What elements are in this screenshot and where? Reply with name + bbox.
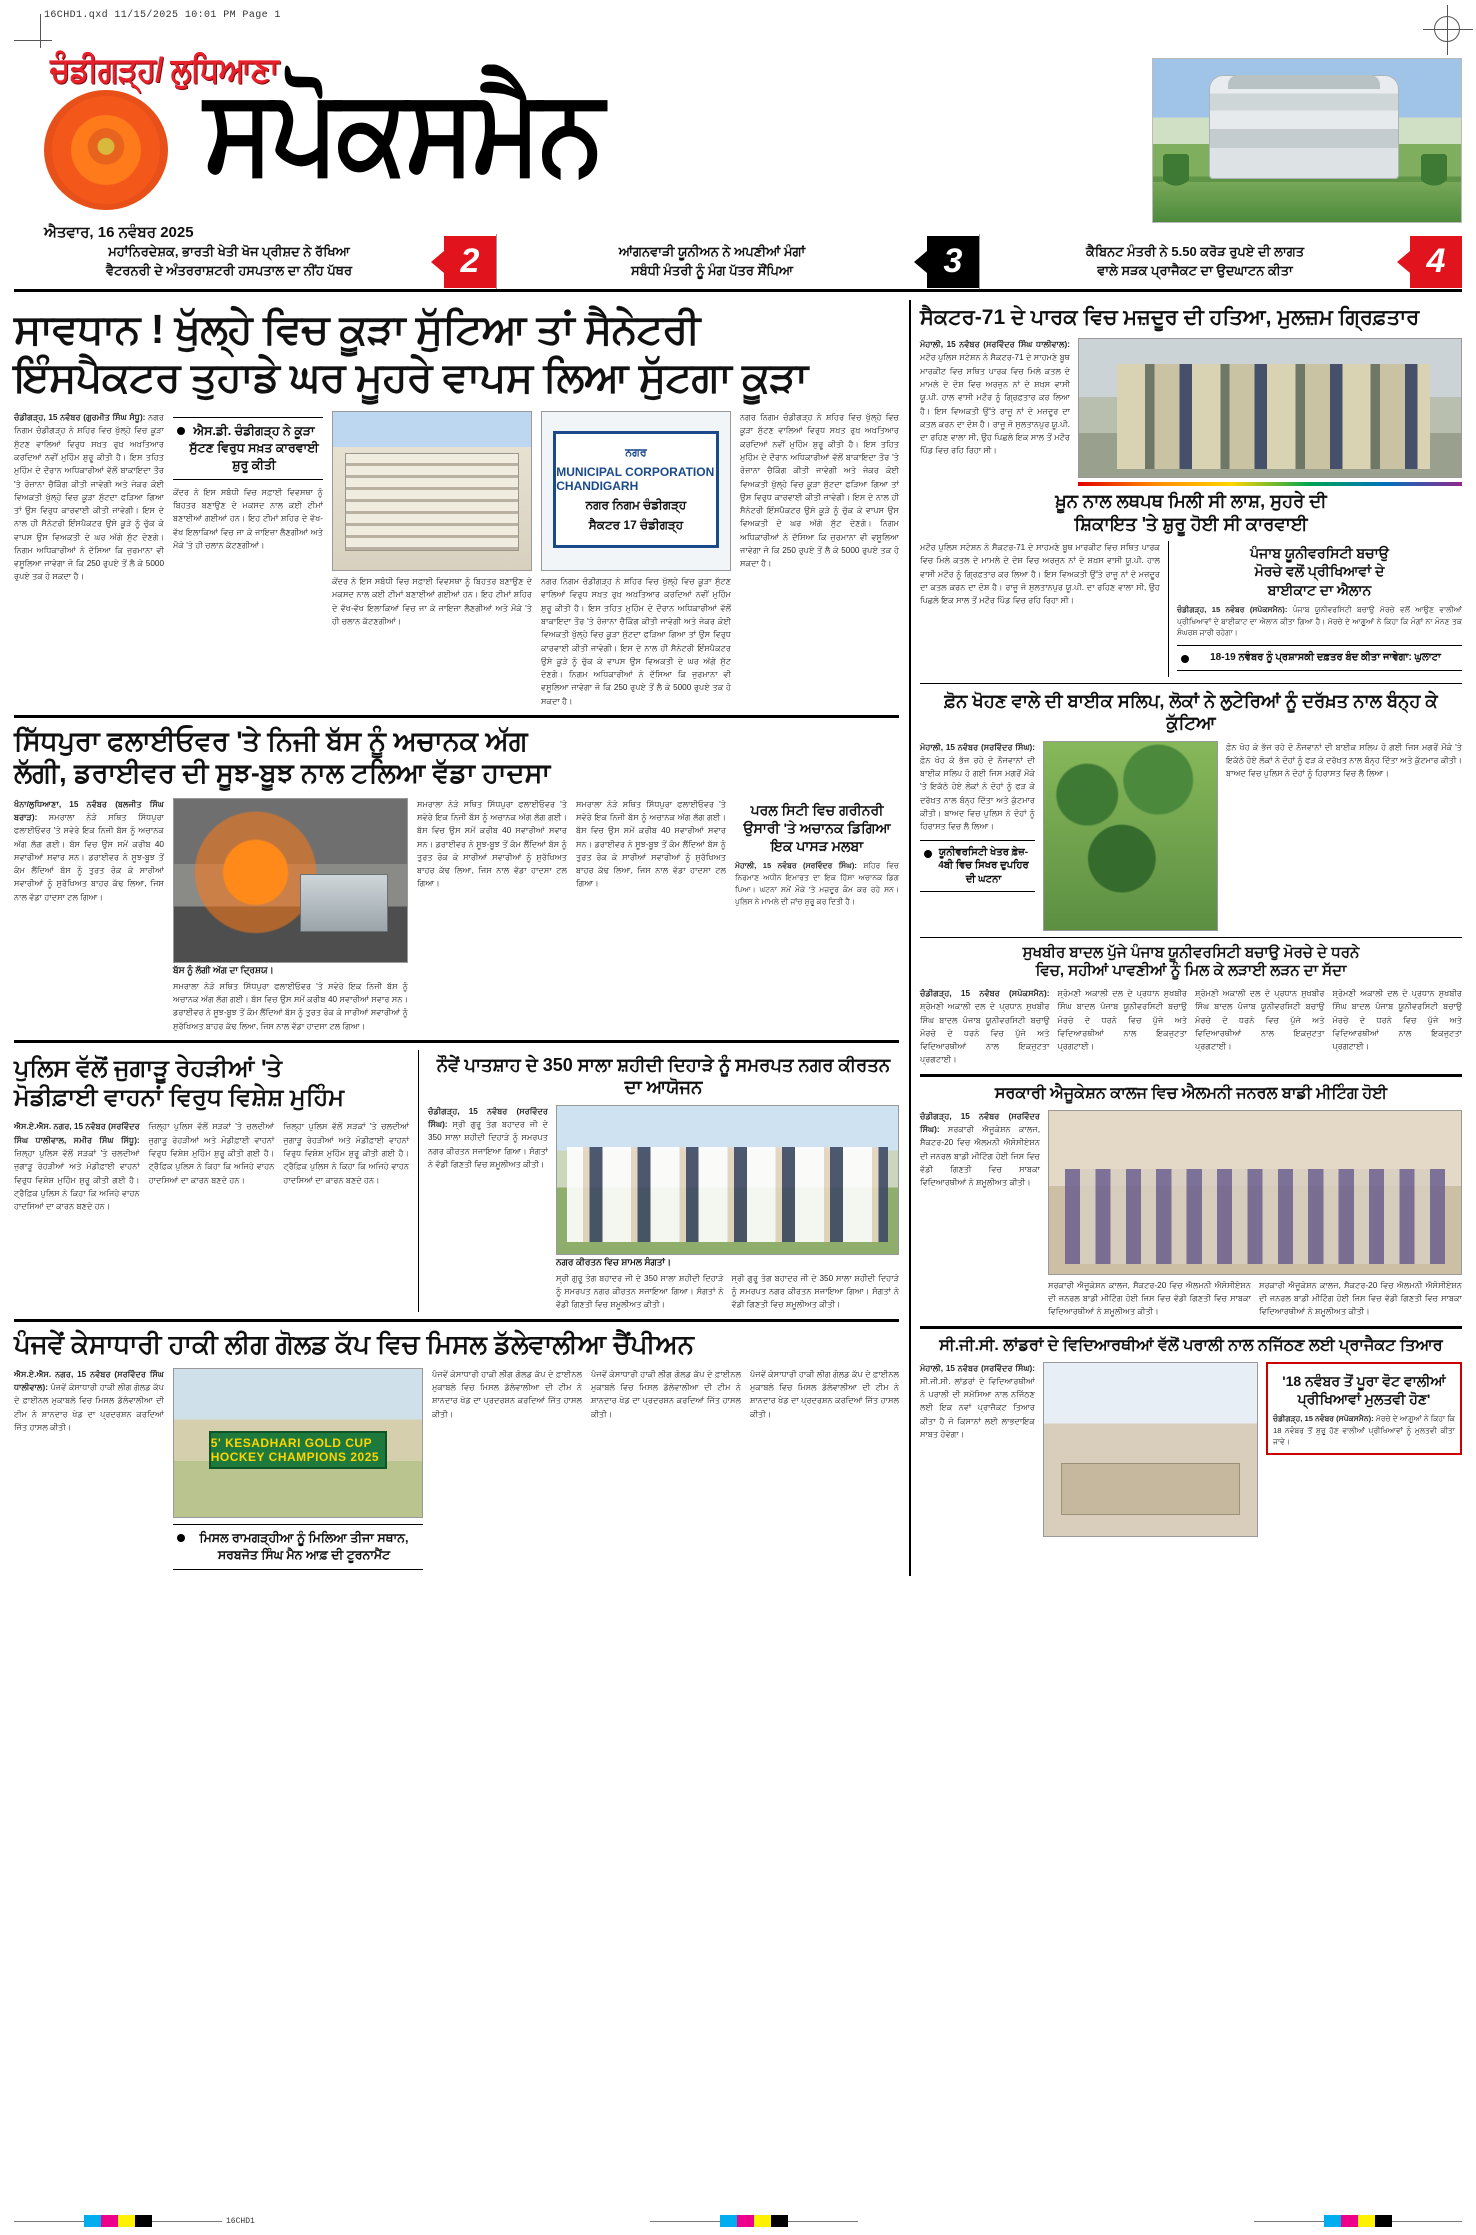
hockey-bullet-box: ਮਿਸਲ ਰਾਮਗੜ੍ਹੀਆ ਨੂੰ ਮਿਲਿਆ ਤੀਜਾ ਸਥਾਨ, ਸਰਬਜੋਤ ਸਿੰਘ ਮੈਨ ਆਫ਼ ਦੀ ਟੂਰਨਾਮੈਂਟ	[173, 1524, 423, 1570]
teaser-strip	[14, 234, 1462, 292]
cgc-text: ਸੀ.ਜੀ.ਸੀ. ਲਾਂਡਰਾਂ ਦੇ ਵਿਦਿਆਰਥੀਆਂ ਨੇ ਪਰਾਲੀ ਦੀ ਸਮੱਸਿਆ ਨਾਲ ਨਜਿੱਠਣ ਲਈ ਇਕ ਨਵਾਂ ਪ੍ਰਾਜੈਕਟ ਤਿਆਰ ਕੀਤਾ ਹੈ ਜੋ ਕਿਸਾਨਾਂ ਲਈ ਲਾਭਦਾਇਕ ਸਾਬਤ ਹੋਵੇਗਾ।	[920, 1376, 1035, 1439]
exam-box-line1: '18 ਨਵੰਬਰ ਤੋਂ ਪੂਰਾ ਵੋਟ ਵਾਲੀਆਂ	[1282, 1372, 1446, 1389]
nagar-kirtan-paragraph	[428, 1105, 548, 1171]
phone-dateline: ਮੋਹਾਲੀ, 15 ਨਵੰਬਰ (ਸਰਵਿੰਦਰ ਸਿੰਘ):	[920, 742, 1035, 752]
police-figures	[1117, 364, 1430, 469]
cgc-side-box	[1266, 1362, 1462, 1537]
color-accent-bar	[1078, 482, 1462, 486]
teaser-line1: ਮਹਾਂਨਿਰਦੇਸ਼ਕ, ਭਾਰਤੀ ਖੇਤੀ ਖੋਜ ਪ੍ਰੀਸ਼ਦ ਨੇ ਰੱਖਿਆ	[108, 243, 350, 259]
divider	[14, 1319, 899, 1322]
univ-dateline: ਚੰਡੀਗੜ੍ਹ, 15 ਨਵੰਬਰ (ਸਪੋਕਸਮੈਨ):	[1177, 604, 1288, 614]
divider	[14, 715, 899, 718]
right-column	[909, 300, 1462, 1576]
colorbar-magenta	[737, 2215, 754, 2227]
registration-line	[14, 2221, 84, 2222]
nk-text-b: ਸ੍ਰੀ ਗੁਰੂ ਤੇਗ ਬਹਾਦਰ ਜੀ ਦੇ 350 ਸਾਲਾ ਸ਼ਹੀਦੀ ਦਿਹਾੜੇ ਨੂੰ ਸਮਰਪਤ ਨਗਰ ਕੀਰਤਨ ਸਜਾਇਆ ਗਿਆ। ਸੰਗਤਾਂ ਨੇ ਵੱਡੀ ਗਿਣਤੀ ਵਿਚ ਸ਼ਮੂਲੀਅਤ ਕੀਤੀ।	[731, 1273, 899, 1310]
registration-line	[788, 2221, 858, 2222]
bus-fire-caption: ਬੱਸ ਨੂੰ ਲੱਗੀ ਅੱਗ ਦਾ ਦ੍ਰਿਸ਼ਯ।	[173, 964, 274, 975]
registration-line	[1392, 2221, 1462, 2222]
nagar-kirtan-photo	[556, 1105, 899, 1255]
teaser-text	[988, 243, 1410, 281]
phone-col-1	[920, 741, 1035, 931]
lead-headline-line2: ਇੰਸਪੈਕਟਰ ਤੁਹਾਡੇ ਘਰ ਮੂਹਰੇ ਵਾਪਸ ਲਿਆ ਸੁੱਟਗਾ ਕੂੜਾ	[14, 353, 808, 400]
pearl-city-dateline: ਮੋਹਾਲੀ, 15 ਨਵੰਬਰ (ਸਰਵਿੰਦਰ ਸਿੰਘ):	[735, 861, 857, 871]
hockey-photo-wrap	[173, 1368, 423, 1576]
hockey-text-5: ਪੰਜਵੇਂ ਕੇਸਾਧਾਰੀ ਹਾਕੀ ਲੀਗ ਗੋਲਡ ਕੱਪ ਦੇ ਫ਼ਾਈਨਲ ਮੁਕਾਬਲੇ ਵਿਚ ਮਿਸਲ ਡੱਲੇਵਾਲੀਆ ਦੀ ਟੀਮ ਨੇ ਸ਼ਾਨਦਾਰ ਖੇਡ ਦਾ ਪ੍ਰਦਰਸ਼ਨ ਕਰਦਿਆਂ ਜਿੱਤ ਹਾਸਲ ਕੀਤੀ।	[750, 1369, 899, 1419]
lead-dateline: ਚੰਡੀਗੜ੍ਹ, 15 ਨਵੰਬਰ (ਗੁਰਮੀਤ ਸਿੰਘ ਸੰਧੂ):	[14, 413, 146, 423]
teaser-page-number[interactable]: 2	[444, 236, 496, 288]
bus-fire-photo	[173, 798, 408, 963]
tree-icon	[1163, 154, 1189, 194]
college-text-2: ਸਰਕਾਰੀ ਐਜੂਕੇਸ਼ਨ ਕਾਲਜ, ਸੈਕਟਰ-20 ਵਿਚ ਐਲਮਨੀ ਐਸੋਸੀਏਸ਼ਨ ਦੀ ਜਨਰਲ ਬਾਡੀ ਮੀਟਿੰਗ ਹੋਈ ਜਿਸ ਵਿਚ ਵੱਡੀ ਗਿਣਤੀ ਵਿਚ ਸਾਬਕਾ ਵਿਦਿਆਰਥੀਆਂ ਨੇ ਸ਼ਮੂਲੀਅਤ ਕੀਤੀ।	[1048, 1280, 1251, 1317]
bus-fire-body	[14, 798, 899, 1033]
marigold-flower-icon	[44, 90, 168, 210]
teaser-line1: ਕੈਬਿਨਟ ਮੰਤਰੀ ਨੇ 5.50 ਕਰੋੜ ਰੁਪਏ ਦੀ ਲਾਗਤ	[1085, 243, 1305, 259]
phone-bullet-line3: ਦੁਪਹਿਰ ਦੀ ਘਟਨਾ	[965, 860, 1029, 885]
nagar-kirtan-headline: ਨੌਵੇਂ ਪਾਤਸ਼ਾਹ ਦੇ 350 ਸਾਲਾ ਸ਼ਹੀਦੀ ਦਿਹਾੜੇ ਨੂੰ ਸਮਰਪਤ ਨਗਰ ਕੀਰਤਨ ਦਾ ਆਯੋਜਨ	[436, 1054, 891, 1098]
hockey-body	[14, 1368, 899, 1576]
chancellor-paragraph	[920, 987, 1050, 1067]
masthead	[14, 28, 1462, 241]
chancellor-text-4: ਸ਼੍ਰੋਮਣੀ ਅਕਾਲੀ ਦਲ ਦੇ ਪ੍ਰਧਾਨ ਸੁਖਬੀਰ ਸਿੰਘ ਬਾਦਲ ਪੰਜਾਬ ਯੂਨੀਵਰਸਿਟੀ ਬਚਾਉ ਮੋਰਚੇ ਦੇ ਧਰਨੇ ਵਿਚ ਪੁੱਜੇ ਅਤੇ ਵਿਦਿਆਰਥੀਆਂ ਨਾਲ ਇਕਜੁਟਤਾ ਪ੍ਰਗਟਾਈ।	[1332, 989, 1462, 1052]
university-story	[1168, 541, 1462, 676]
bus-fire-paragraph	[14, 798, 164, 904]
teaser-item-4[interactable]	[979, 234, 1462, 289]
pearl-city-paragraph	[735, 860, 899, 907]
lead-story-body	[14, 411, 899, 708]
colorbar-black	[135, 2215, 152, 2227]
blood-line2: ਸ਼ਿਕਾਇਤ 'ਤੇ ਸ਼ੁਰੂ ਹੋਈ ਸੀ ਕਾਰਵਾਈ	[1074, 513, 1308, 534]
nagar-kirtan-body	[428, 1105, 899, 1312]
audience-seats	[1065, 1169, 1444, 1264]
sign-line-2: MUNICIPAL CORPORATION CHANDIGARH	[556, 464, 715, 493]
cgc-dateline: ਮੋਹਾਲੀ, 15 ਨਵੰਬਰ (ਸਰਵਿੰਦਰ ਸਿੰਘ):	[920, 1363, 1035, 1373]
divider	[920, 1326, 1462, 1329]
municipal-building-photo	[332, 411, 532, 571]
municipal-corporation-sign-photo	[541, 411, 731, 571]
divider	[14, 1040, 899, 1043]
murder-col-1	[920, 338, 1070, 486]
teaser-item-3[interactable]	[496, 234, 979, 289]
page-title: ਸਪੋਕਸਮੈਨ	[204, 67, 602, 197]
registration-line	[1254, 2221, 1324, 2222]
nagar-kirtan-col-1	[428, 1105, 548, 1312]
police-paragraph	[14, 1120, 140, 1213]
univ-line3: ਬਾਈਕਾਟ ਦਾ ਐਲਾਨ	[1267, 581, 1372, 598]
chancellor-line1: ਸੁਖਬੀਰ ਬਾਦਲ ਪੁੱਜੇ ਪੰਜਾਬ ਯੂਨੀਵਰਸਿਟੀ ਬਚਾਉ ਮੋਰਚੇ ਦੇ ਧਰਨੇ	[1022, 943, 1360, 961]
murder-text: ਮਟੌਰ ਪੁਲਿਸ ਸਟੇਸ਼ਨ ਨੇ ਸੈਕਟਰ-71 ਦੇ ਸਾਹਮਣੇ ਬੂਥ ਮਾਰਕੀਟ ਵਿਚ ਸਥਿਤ ਪਾਰਕ ਵਿਚ ਮਿਲੇ ਕਤਲ ਦੇ ਮਾਮਲੇ ਦੇ ਦੋਸ਼ ਵਿਚ ਅਰਜੁਨ ਨਾਂ ਦੇ ਸ਼ਖ਼ਸ ਵਾਸੀ ਯੂ.ਪੀ. ਹਾਲ ਵਾਸੀ ਮਟੌਰ ਨੂੰ ਗ੍ਰਿਫ਼ਤਾਰ ਕਰ ਲਿਆ ਹੈ। ਇਸ ਵਿਅਕਤੀ ਉੱਤੇ ਰਾਜੂ ਨਾਂ ਦੇ ਮਜ਼ਦੂਰ ਦਾ ਕਤਲ ਕਰਨ ਦਾ ਦੋਸ਼ ਹੈ। ਰਾਜੂ ਜੋ ਸੁਲਤਾਨਪੁਰ ਯੂ.ਪੀ. ਦਾ ਰਹਿਣ ਵਾਲਾ ਸੀ, ਉਹ ਪਿਛਲੇ ਇਕ ਸਾਲ ਤੋਂ ਮਟੌਰ ਪਿੰਡ ਵਿਚ ਰਹਿ ਰਿਹਾ ਸੀ।	[920, 353, 1070, 456]
registration-line	[650, 2221, 720, 2222]
pearl-city-text: ਸ਼ਹਿਰ ਵਿਚ ਨਿਰਮਾਣ ਅਧੀਨ ਇਮਾਰਤ ਦਾ ਇਕ ਹਿੱਸਾ ਅਚਾਨਕ ਡਿਗ ਪਿਆ। ਘਟਨਾ ਸਮੇਂ ਮੌਕੇ 'ਤੇ ਮਜ਼ਦੂਰ ਕੰਮ ਕਰ ਰਹੇ ਸਨ। ਪੁਲਿਸ ਨੇ ਮਾਮਲੇ ਦੀ ਜਾਂਚ ਸ਼ੁਰੂ ਕਰ ਦਿਤੀ ਹੈ।	[735, 861, 899, 906]
colorbar-yellow	[118, 2215, 135, 2227]
hockey-col-3	[432, 1368, 582, 1576]
phone-bullet-line2: 4ਬੀ ਵਿਚ ਸਿਖਰ	[938, 860, 998, 872]
pearl-city-line3: ਇਕ ਪਾਸੜ ਮਲਬਾ	[770, 838, 864, 855]
phone-text: ਫ਼ੋਨ ਖੋਹ ਕੇ ਭੱਜ ਰਹੇ ਦੋ ਨੌਜਵਾਨਾਂ ਦੀ ਬਾਈਕ ਸਲਿਪ ਹੋ ਗਈ ਜਿਸ ਮਗਰੋਂ ਮੌਕੇ 'ਤੇ ਇਕੱਠੇ ਹੋਏ ਲੋਕਾਂ ਨੇ ਦੋਹਾਂ ਨੂੰ ਫੜ ਕੇ ਦਰੱਖ਼ਤ ਨਾਲ ਬੰਨ੍ਹ ਦਿੱਤਾ ਅਤੇ ਕੁੱਟਮਾਰ ਕੀਤੀ। ਬਾਅਦ ਵਿਚ ਪੁਲਿਸ ਨੇ ਦੋਹਾਂ ਨੂੰ ਹਿਰਾਸਤ ਵਿਚ ਲੈ ਲਿਆ।	[920, 755, 1035, 832]
bus-fire-col-4	[576, 798, 726, 1033]
teaser-text	[505, 243, 927, 281]
hockey-col-4	[591, 1368, 741, 1576]
hockey-col-5	[750, 1368, 899, 1576]
college-text-3: ਸਰਕਾਰੀ ਐਜੂਕੇਸ਼ਨ ਕਾਲਜ, ਸੈਕਟਰ-20 ਵਿਚ ਐਲਮਨੀ ਐਸੋਸੀਏਸ਼ਨ ਦੀ ਜਨਰਲ ਬਾਡੀ ਮੀਟਿੰਗ ਹੋਈ ਜਿਸ ਵਿਚ ਵੱਡੀ ਗਿਣਤੀ ਵਿਚ ਸਾਬਕਾ ਵਿਦਿਆਰਥੀਆਂ ਨੇ ਸ਼ਮੂਲੀਅਤ ਕੀਤੀ।	[1259, 1280, 1462, 1317]
lead-body-4: ਨਗਰ ਨਿਗਮ ਚੰਡੀਗੜ੍ਹ ਨੇ ਸ਼ਹਿਰ ਵਿਚ ਖੁੱਲ੍ਹੇ ਵਿਚ ਕੂੜਾ ਸੁੱਟਣ ਵਾਲਿਆਂ ਵਿਰੁਧ ਸਖ਼ਤ ਰੁਖ਼ ਅਖ਼ਤਿਆਰ ਕਰਦਿਆਂ ਨਵੀਂ ਮੁਹਿੰਮ ਸ਼ੁਰੂ ਕੀਤੀ ਹੈ। ਇਸ ਤਹਿਤ ਮੁਹਿੰਮ ਦੇ ਦੌਰਾਨ ਅਧਿਕਾਰੀਆਂ ਵੱਲੋਂ ਬਾਕਾਇਦਾ ਤੌਰ 'ਤੇ ਰੋਜ਼ਾਨਾ ਚੈਕਿੰਗ ਕੀਤੀ ਜਾਵੇਗੀ ਅਤੇ ਜੇਕਰ ਕੋਈ ਵਿਅਕਤੀ ਖੁੱਲ੍ਹੇ ਵਿਚ ਕੂੜਾ ਸੁੱਟਦਾ ਫੜਿਆ ਗਿਆ ਤਾਂ ਉਸ ਵਿਰੁਧ ਕਾਰਵਾਈ ਕੀਤੀ ਜਾਵੇਗੀ। ਇਸ ਦੇ ਨਾਲ ਹੀ ਸੈਨੇਟਰੀ ਇੰਸਪੈਕਟਰ ਉਸੇ ਕੂੜੇ ਨੂੰ ਚੁੱਕ ਕੇ ਵਾਪਸ ਉਸ ਵਿਅਕਤੀ ਦੇ ਘਰ ਅੱਗੇ ਸੁੱਟ ਦੇਣਗੇ। ਨਿਗਮ ਅਧਿਕਾਰੀਆਂ ਨੇ ਦੱਸਿਆ ਕਿ ਜੁਰਮਾਨਾ ਵੀ ਵਸੂਲਿਆ ਜਾਵੇਗਾ ਜੋ ਕਿ 250 ਰੁਪਏ ਤੋਂ ਲੈ ਕੇ 5000 ਰੁਪਏ ਤਕ ਹੋ ਸਕਦਾ ਹੈ।	[541, 577, 731, 706]
bus-fire-headline-line2: ਲੱਗੀ, ਡਰਾਈਵਰ ਦੀ ਸੂਝ-ਬੂਝ ਨਾਲ ਟਲਿਆ ਵੱਡਾ ਹਾਦਸਾ	[14, 758, 551, 789]
police-campaign-headline	[14, 1055, 409, 1113]
college-dateline: ਚੰਡੀਗੜ੍ਹ, 15 ਨਵੰਬਰ (ਸਰਵਿੰਦਰ ਸਿੰਘ):	[920, 1111, 1040, 1135]
color-calibration-bars	[14, 2215, 1462, 2227]
lead-paragraph-1	[14, 411, 164, 584]
college-paragraph	[920, 1110, 1040, 1190]
phone-paragraph	[920, 741, 1035, 834]
blood-headline	[920, 490, 1462, 535]
police-col-3	[283, 1120, 409, 1213]
hockey-text: ਪੰਜਵੇਂ ਕੇਸਾਧਾਰੀ ਹਾਕੀ ਲੀਗ ਗੋਲਡ ਕੱਪ ਦੇ ਫ਼ਾਈਨਲ ਮੁਕਾਬਲੇ ਵਿਚ ਮਿਸਲ ਡੱਲੇਵਾਲੀਆ ਦੀ ਟੀਮ ਨੇ ਸ਼ਾਨਦਾਰ ਖੇਡ ਦਾ ਪ੍ਰਦਰਸ਼ਨ ਕਰਦਿਆਂ ਜਿੱਤ ਹਾਸਲ ਕੀਤੀ।	[14, 1383, 164, 1432]
bus-fire-dateline: ਖੰਨਾ/ਲੁਧਿਆਣਾ, 15 ਨਵੰਬਰ (ਬਲਜੀਤ ਸਿੰਘ ਬਰਾੜ):	[14, 799, 164, 822]
police-text: ਜ਼ਿਲ੍ਹਾ ਪੁਲਿਸ ਵੱਲੋਂ ਸੜਕਾਂ 'ਤੇ ਚਲਦੀਆਂ ਜੁਗਾੜੂ ਰੇਹੜੀਆਂ ਅਤੇ ਮੋਡੀਫ਼ਾਈ ਵਾਹਨਾਂ ਵਿਰੁਧ ਵਿਸ਼ੇਸ਼ ਮੁਹਿੰਮ ਸ਼ੁਰੂ ਕੀਤੀ ਗਈ ਹੈ। ਟ੍ਰੈਫ਼ਿਕ ਪੁਲਿਸ ਨੇ ਕਿਹਾ ਕਿ ਅਜਿਹੇ ਵਾਹਨ ਹਾਦਸਿਆਂ ਦਾ ਕਾਰਨ ਬਣਦੇ ਹਨ।	[14, 1148, 140, 1212]
divider	[920, 1074, 1462, 1077]
bus-shape	[300, 874, 389, 933]
lead-body-1: ਨਗਰ ਨਿਗਮ ਚੰਡੀਗੜ੍ਹ ਨੇ ਸ਼ਹਿਰ ਵਿਚ ਖੁੱਲ੍ਹੇ ਵਿਚ ਕੂੜਾ ਸੁੱਟਣ ਵਾਲਿਆਂ ਵਿਰੁਧ ਸਖ਼ਤ ਰੁਖ਼ ਅਖ਼ਤਿਆਰ ਕਰਦਿਆਂ ਨਵੀਂ ਮੁਹਿੰਮ ਸ਼ੁਰੂ ਕੀਤੀ ਹੈ। ਇਸ ਤਹਿਤ ਮੁਹਿੰਮ ਦੇ ਦੌਰਾਨ ਅਧਿਕਾਰੀਆਂ ਵੱਲੋਂ ਬਾਕਾਇਦਾ ਤੌਰ 'ਤੇ ਰੋਜ਼ਾਨਾ ਚੈਕਿੰਗ ਕੀਤੀ ਜਾਵੇਗੀ ਅਤੇ ਜੇਕਰ ਕੋਈ ਵਿਅਕਤੀ ਖੁੱਲ੍ਹੇ ਵਿਚ ਕੂੜਾ ਸੁੱਟਦਾ ਫੜਿਆ ਗਿਆ ਤਾਂ ਉਸ ਵਿਰੁਧ ਕਾਰਵਾਈ ਕੀਤੀ ਜਾਵੇਗੀ। ਇਸ ਦੇ ਨਾਲ ਹੀ ਸੈਨੇਟਰੀ ਇੰਸਪੈਕਟਰ ਉਸੇ ਕੂੜੇ ਨੂੰ ਚੁੱਕ ਕੇ ਵਾਪਸ ਉਸ ਵਿਅਕਤੀ ਦੇ ਘਰ ਅੱਗੇ ਸੁੱਟ ਦੇਣਗੇ। ਨਿਗਮ ਅਧਿਕਾਰੀਆਂ ਨੇ ਦੱਸਿਆ ਕਿ ਜੁਰਮਾਨਾ ਵੀ ਵਸੂਲਿਆ ਜਾਵੇਗਾ ਜੋ ਕਿ 250 ਰੁਪਏ ਤੋਂ ਲੈ ਕੇ 5000 ਰੁਪਏ ਤਕ ਹੋ ਸਕਦਾ ਹੈ।	[14, 413, 164, 582]
university-paragraph	[1177, 604, 1462, 639]
college-headline: ਸਰਕਾਰੀ ਐਜੂਕੇਸ਼ਨ ਕਾਲਜ ਵਿਚ ਐਲਮਨੀ ਜਨਰਲ ਬਾਡੀ ਮੀਟਿੰਗ ਹੋਈ	[994, 1084, 1388, 1102]
hockey-dateline: ਐਸ.ਏ.ਐਸ. ਨਗਰ, 15 ਨਵੰਬਰ (ਸਰਵਿੰਦਰ ਸਿੰਘ ਧਾਲੀਵਾਲ):	[14, 1369, 164, 1393]
univ-line2: ਮੋਰਚੇ ਵਲੋਂ ਪ੍ਰੀਖਿਆਵਾਂ ਦੇ	[1254, 563, 1385, 580]
hockey-headline: ਪੰਜਵੇਂ ਕੇਸਾਧਾਰੀ ਹਾਕੀ ਲੀਗ ਗੋਲਡ ਕੱਪ ਵਿਚ ਮਿਸਲ ਡੱਲੇਵਾਲੀਆ ਚੈਂਪੀਅਨ	[14, 1328, 694, 1359]
bus-fire-text-4: ਸਮਰਾਲਾ ਨੇੜੇ ਸਥਿਤ ਸਿੱਧਪੁਰਾ ਫਲਾਈਓਵਰ 'ਤੇ ਸਵੇਰੇ ਇਕ ਨਿਜੀ ਬੱਸ ਨੂੰ ਅਚਾਨਕ ਅੱਗ ਲੱਗ ਗਈ। ਬੱਸ ਵਿਚ ਉਸ ਸਮੇਂ ਕਰੀਬ 40 ਸਵਾਰੀਆਂ ਸਵਾਰ ਸਨ। ਡਰਾਈਵਰ ਨੇ ਸੂਝ-ਬੂਝ ਤੋਂ ਕੰਮ ਲੈਂਦਿਆਂ ਬੱਸ ਨੂੰ ਤੁਰਤ ਰੋਕ ਕੇ ਸਾਰੀਆਂ ਸਵਾਰੀਆਂ ਨੂੰ ਸੁਰੱਖਿਅਤ ਬਾਹਰ ਕੱਢ ਲਿਆ, ਜਿਸ ਨਾਲ ਵੱਡਾ ਹਾਦਸਾ ਟਲ ਗਿਆ।	[576, 799, 726, 889]
colorbar-yellow	[754, 2215, 771, 2227]
bus-fire-text-2: ਸਮਰਾਲਾ ਨੇੜੇ ਸਥਿਤ ਸਿੱਧਪੁਰਾ ਫਲਾਈਓਵਰ 'ਤੇ ਸਵੇਰੇ ਇਕ ਨਿਜੀ ਬੱਸ ਨੂੰ ਅਚਾਨਕ ਅੱਗ ਲੱਗ ਗਈ। ਬੱਸ ਵਿਚ ਉਸ ਸਮੇਂ ਕਰੀਬ 40 ਸਵਾਰੀਆਂ ਸਵਾਰ ਸਨ। ਡਰਾਈਵਰ ਨੇ ਸੂਝ-ਬੂਝ ਤੋਂ ਕੰਮ ਲੈਂਦਿਆਂ ਬੱਸ ਨੂੰ ਤੁਰਤ ਰੋਕ ਕੇ ਸਾਰੀਆਂ ਸਵਾਰੀਆਂ ਨੂੰ ਸੁਰੱਖਿਅਤ ਬਾਹਰ ਕੱਢ ਲਿਆ, ਜਿਸ ਨਾਲ ਵੱਡਾ ਹਾਦਸਾ ਟਲ ਗਿਆ।	[173, 981, 408, 1031]
nagar-kirtan-photo-wrap	[556, 1105, 899, 1312]
blood-and-university	[920, 541, 1462, 676]
teaser-item-2[interactable]	[14, 234, 496, 289]
college-col-1	[920, 1110, 1040, 1319]
police-dateline: ਐਸ.ਏ.ਐਸ. ਨਗਰ, 15 ਨਵੰਬਰ (ਸਰਵਿੰਦਰ ਸਿੰਘ ਧਾਲੀਵਾਲ, ਸਮੀਰ ਸਿੰਘ ਸਿੱਧੂ):	[14, 1122, 140, 1145]
chancellor-text-3: ਸ਼੍ਰੋਮਣੀ ਅਕਾਲੀ ਦਲ ਦੇ ਪ੍ਰਧਾਨ ਸੁਖਬੀਰ ਸਿੰਘ ਬਾਦਲ ਪੰਜਾਬ ਯੂਨੀਵਰਸਿਟੀ ਬਚਾਉ ਮੋਰਚੇ ਦੇ ਧਰਨੇ ਵਿਚ ਪੁੱਜੇ ਅਤੇ ਵਿਦਿਆਰਥੀਆਂ ਨਾਲ ਇਕਜੁਟਤਾ ਪ੍ਰਗਟਾਈ।	[1195, 989, 1325, 1052]
sign-line-1: ਨਗਰ	[625, 446, 647, 459]
hero-building-photo	[1152, 58, 1462, 223]
teaser-line1: ਆਂਗਨਵਾੜੀ ਯੂਨੀਅਨ ਨੇ ਅਪਣੀਆਂ ਮੰਗਾਂ	[618, 243, 806, 259]
cgc-project-photo	[1043, 1362, 1258, 1537]
sign-plate	[553, 431, 718, 548]
college-body	[920, 1110, 1462, 1319]
nagar-kirtan-cols	[556, 1272, 899, 1312]
nagar-kirtan-caption: ਨਗਰ ਕੀਰਤਨ ਵਿਚ ਸ਼ਾਮਲ ਸੰਗਤਾਂ।	[556, 1256, 672, 1267]
teaser-page-number[interactable]: 3	[927, 236, 979, 288]
colorbar-cyan	[720, 2215, 737, 2227]
colorbar-group-left	[14, 2215, 255, 2227]
lead-bullet-box: ਐਸ.ਡੀ. ਚੰਡੀਗੜ੍ਹ ਨੇ ਕੂੜਾ ਸੁੱਟਣ ਵਿਰੁਧ ਸਖ਼ਤ ਕਾਰਵਾਈ ਸ਼ੁਰੂ ਕੀਤੀ	[173, 417, 323, 480]
building-floors	[345, 453, 519, 551]
colorbar-cyan	[84, 2215, 101, 2227]
main-content	[14, 300, 1462, 1576]
police-col-1	[14, 1120, 140, 1213]
blood-col	[920, 541, 1160, 676]
tree-icon	[1421, 154, 1447, 194]
cgc-headline: ਸੀ.ਜੀ.ਸੀ. ਲਾਂਡਰਾਂ ਦੇ ਵਿਦਿਆਰਥੀਆਂ ਵੱਲੋਂ ਪਰਾਲੀ ਨਾਲ ਨਜਿੱਠਣ ਲਈ ਪ੍ਰਾਜੈਕਟ ਤਿਆਰ	[939, 1336, 1443, 1354]
registration-line	[152, 2221, 222, 2222]
police-line1: ਪੁਲਿਸ ਵੱਲੋਂ ਜੁਗਾੜੂ ਰੇਹੜੀਆਂ 'ਤੇ	[14, 1054, 283, 1082]
nk-text-a: ਸ੍ਰੀ ਗੁਰੂ ਤੇਗ ਬਹਾਦਰ ਜੀ ਦੇ 350 ਸਾਲਾ ਸ਼ਹੀਦੀ ਦਿਹਾੜੇ ਨੂੰ ਸਮਰਪਤ ਨਗਰ ਕੀਰਤਨ ਸਜਾਇਆ ਗਿਆ। ਸੰਗਤਾਂ ਨੇ ਵੱਡੀ ਗਿਣਤੀ ਵਿਚ ਸ਼ਮੂਲੀਅਤ ਕੀਤੀ।	[556, 1273, 724, 1310]
murder-dateline: ਮੋਹਾਲੀ, 15 ਨਵੰਬਰ (ਸਰਵਿੰਦਰ ਸਿੰਘ ਧਾਲੀਵਾਲ):	[920, 340, 1070, 350]
exam-box-paragraph	[1273, 1413, 1455, 1448]
bus-fire-col-3	[417, 798, 567, 1033]
cgc-col-1	[920, 1362, 1035, 1537]
display-table	[1061, 1463, 1240, 1515]
colorbar-group-center	[650, 2215, 858, 2227]
tree-leaves	[1044, 742, 1217, 930]
phone-photo-wrap	[1043, 741, 1218, 931]
hockey-team-photo	[173, 1368, 423, 1518]
cgc-body	[920, 1362, 1462, 1537]
phone-headline: ਫ਼ੋਨ ਖੋਹਣ ਵਾਲੇ ਦੀ ਬਾਈਕ ਸਲਿਪ, ਲੋਕਾਂ ਨੇ ਲੁਟੇਰਿਆਂ ਨੂੰ ਦਰੱਖ਼ਤ ਨਾਲ ਬੰਨ੍ਹ ਕੇ ਕੁੱਟਿਆ	[944, 690, 1438, 734]
colorbar-group-right	[1254, 2215, 1462, 2227]
edition-label: ਚੰਡੀਗੜ੍ਹ/ ਲੁਧਿਆਣਾ	[50, 51, 279, 90]
mid-section	[14, 1050, 899, 1312]
chancellor-line2: ਵਿਚ, ਸਹੀਆਂ ਪਾਵਣੀਆਂ ਨੂੰ ਮਿਲ ਕੇ ਲੜਾਈ ਲੜਨ ਦਾ ਸੱਦਾ	[1035, 962, 1347, 980]
lawn	[1153, 182, 1461, 222]
nagar-kirtan-story	[418, 1050, 899, 1312]
lead-headline	[14, 306, 899, 401]
univ-text: ਪੰਜਾਬ ਯੂਨੀਵਰਸਿਟੀ ਬਚਾਉ ਮੋਰਚੇ ਵਲੋਂ ਆਉਣ ਵਾਲੀਆਂ ਪ੍ਰੀਖਿਆਵਾਂ ਦੇ ਬਾਈਕਾਟ ਦਾ ਐਲਾਨ ਕੀਤਾ ਗਿਆ ਹੈ। ਮੋਰਚੇ ਦੇ ਆਗੂਆਂ ਨੇ ਕਿਹਾ ਕਿ ਮੰਗਾਂ ਨਾ ਮੰਨਣ ਤਕ ਸੰਘਰਸ਼ ਜਾਰੀ ਰਹੇਗਾ।	[1177, 604, 1462, 638]
hockey-text-3: ਪੰਜਵੇਂ ਕੇਸਾਧਾਰੀ ਹਾਕੀ ਲੀਗ ਗੋਲਡ ਕੱਪ ਦੇ ਫ਼ਾਈਨਲ ਮੁਕਾਬਲੇ ਵਿਚ ਮਿਸਲ ਡੱਲੇਵਾਲੀਆ ਦੀ ਟੀਮ ਨੇ ਸ਼ਾਨਦਾਰ ਖੇਡ ਦਾ ਪ੍ਰਦਰਸ਼ਨ ਕਰਦਿਆਂ ਜਿੱਤ ਹਾਸਲ ਕੀਤੀ।	[432, 1369, 582, 1419]
lead-body-3: ਕੇਂਦਰ ਨੇ ਇਸ ਸਬੰਧੀ ਵਿਚ ਸਫ਼ਾਈ ਵਿਵਸਥਾ ਨੂੰ ਬਿਹਤਰ ਬਣਾਉਣ ਦੇ ਮਕਸਦ ਨਾਲ ਕਈ ਟੀਮਾਂ ਬਣਾਈਆਂ ਗਈਆਂ ਹਨ। ਇਹ ਟੀਮਾਂ ਸ਼ਹਿਰ ਦੇ ਵੱਖ-ਵੱਖ ਇਲਾਕਿਆਂ ਵਿਚ ਜਾ ਕੇ ਜਾਇਜ਼ਾ ਲੈਣਗੀਆਂ ਅਤੇ ਮੌਕੇ 'ਤੇ ਹੀ ਚਲਾਨ ਕੱਟਣਗੀਆਂ।	[332, 577, 532, 626]
college-text: ਸਰਕਾਰੀ ਐਜੂਕੇਸ਼ਨ ਕਾਲਜ, ਸੈਕਟਰ-20 ਵਿਚ ਐਲਮਨੀ ਐਸੋਸੀਏਸ਼ਨ ਦੀ ਜਨਰਲ ਬਾਡੀ ਮੀਟਿੰਗ ਹੋਈ ਜਿਸ ਵਿਚ ਵੱਡੀ ਗਿਣਤੀ ਵਿਚ ਸਾਬਕਾ ਵਿਦਿਆਰਥੀਆਂ ਨੇ ਸ਼ਮੂਲੀਅਤ ਕੀਤੀ।	[920, 1125, 1040, 1188]
alumni-meeting-photo	[1048, 1110, 1462, 1275]
police-text-3: ਜ਼ਿਲ੍ਹਾ ਪੁਲਿਸ ਵੱਲੋਂ ਸੜਕਾਂ 'ਤੇ ਚਲਦੀਆਂ ਜੁਗਾੜੂ ਰੇਹੜੀਆਂ ਅਤੇ ਮੋਡੀਫ਼ਾਈ ਵਾਹਨਾਂ ਵਿਰੁਧ ਵਿਸ਼ੇਸ਼ ਮੁਹਿੰਮ ਸ਼ੁਰੂ ਕੀਤੀ ਗਈ ਹੈ। ਟ੍ਰੈਫ਼ਿਕ ਪੁਲਿਸ ਨੇ ਕਿਹਾ ਕਿ ਅਜਿਹੇ ਵਾਹਨ ਹਾਦਸਿਆਂ ਦਾ ਕਾਰਨ ਬਣਦੇ ਹਨ।	[283, 1122, 410, 1185]
teaser-line2: ਸਬੰਧੀ ਮੰਤਰੀ ਨੂੰ ਮੰਗ ਪੱਤਰ ਸੌਂਪਿਆ	[631, 262, 793, 278]
pearl-city-sidebar	[735, 798, 899, 1033]
phone-bullet-box	[920, 840, 1035, 893]
bus-fire-text: ਸਮਰਾਲਾ ਨੇੜੇ ਸਥਿਤ ਸਿੱਧਪੁਰਾ ਫਲਾਈਓਵਰ 'ਤੇ ਸਵੇਰੇ ਇਕ ਨਿਜੀ ਬੱਸ ਨੂੰ ਅਚਾਨਕ ਅੱਗ ਲੱਗ ਗਈ। ਬੱਸ ਵਿਚ ਉਸ ਸਮੇਂ ਕਰੀਬ 40 ਸਵਾਰੀਆਂ ਸਵਾਰ ਸਨ। ਡਰਾਈਵਰ ਨੇ ਸੂਝ-ਬੂਝ ਤੋਂ ਕੰਮ ਲੈਂਦਿਆਂ ਬੱਸ ਨੂੰ ਤੁਰਤ ਰੋਕ ਕੇ ਸਾਰੀਆਂ ਸਵਾਰੀਆਂ ਨੂੰ ਸੁਰੱਖਿਅਤ ਬਾਹਰ ਕੱਢ ਲਿਆ, ਜਿਸ ਨਾਲ ਵੱਡਾ ਹਾਦਸਾ ਟਲ ਗਿਆ।	[14, 812, 164, 902]
police-body	[14, 1120, 409, 1213]
lead-photo-1-wrap	[332, 411, 532, 708]
phone-text-3: ਫ਼ੋਨ ਖੋਹ ਕੇ ਭੱਜ ਰਹੇ ਦੋ ਨੌਜਵਾਨਾਂ ਦੀ ਬਾਈਕ ਸਲਿਪ ਹੋ ਗਈ ਜਿਸ ਮਗਰੋਂ ਮੌਕੇ 'ਤੇ ਇਕੱਠੇ ਹੋਏ ਲੋਕਾਂ ਨੇ ਦੋਹਾਂ ਨੂੰ ਫੜ ਕੇ ਦਰੱਖ਼ਤ ਨਾਲ ਬੰਨ੍ਹ ਦਿੱਤਾ ਅਤੇ ਕੁੱਟਮਾਰ ਕੀਤੀ। ਬਾਅਦ ਵਿਚ ਪੁਲਿਸ ਨੇ ਦੋਹਾਂ ਨੂੰ ਹਿਰਾਸਤ ਵਿਚ ਲੈ ਲਿਆ।	[1226, 742, 1462, 779]
bus-fire-headline	[14, 725, 899, 790]
lead-col-1	[14, 411, 164, 708]
cgc-paragraph	[920, 1362, 1035, 1442]
teaser-page-number[interactable]: 4	[1410, 236, 1462, 288]
police-line2: ਮੋਡੀਫ਼ਾਈ ਵਾਹਨਾਂ ਵਿਰੁਧ ਵਿਸ਼ੇਸ਼ ਮੁਹਿੰਮ	[14, 1083, 345, 1111]
lead-col-5	[740, 411, 899, 708]
phone-col-3	[1226, 741, 1462, 931]
colorbar-cyan	[1324, 2215, 1341, 2227]
cgc-photo-wrap	[1043, 1362, 1258, 1537]
university-bullet-box: 18-19 ਨਵੰਬਰ ਨੂੰ ਪ੍ਰਸ਼ਾਸਕੀ ਦਫ਼ਤਰ ਬੰਦ ਕੀਤਾ ਜਾਵੇਗਾ: ਘੁਲਾਟਾ	[1177, 645, 1462, 671]
exam-box-headline	[1273, 1372, 1455, 1408]
lead-photo-2-wrap	[541, 411, 731, 708]
university-headline	[1177, 544, 1462, 599]
teaser-line2: ਵਾਲੇ ਸੜਕ ਪ੍ਰਾਜੈਕਟ ਦਾ ਉਦਘਾਟਨ ਕੀਤਾ	[1097, 262, 1293, 278]
blood-line1: ਖ਼ੂਨ ਨਾਲ ਲਥਪਥ ਮਿਲੀ ਸੀ ਲਾਸ਼, ਸੁਹਰੇ ਦੀ	[1055, 491, 1327, 512]
colorbar-note: 16CHD1	[226, 2216, 255, 2226]
divider	[920, 937, 1462, 938]
murder-headline: ਸੈਕਟਰ-71 ਦੇ ਪਾਰਕ ਵਿਚ ਮਜ਼ਦੂਰ ਦੀ ਹਤਿਆ, ਮੁਲਜ਼ਮ ਗ੍ਰਿਫ਼ਤਾਰ	[920, 306, 1420, 329]
building-dome	[1209, 75, 1399, 179]
champions-banner: 5' KESADHARI GOLD CUP HOCKEY CHAMPIONS 2025	[209, 1431, 388, 1469]
divider	[920, 683, 1462, 684]
lead-headline-line1: ਸਾਵਧਾਨ ! ਖੁੱਲ੍ਹੇ ਵਿਚ ਕੂੜਾ ਸੁੱਟਿਆ ਤਾਂ ਸੈਨੇਟਰੀ	[14, 306, 700, 352]
college-photo-wrap	[1048, 1110, 1462, 1319]
pearl-city-line1: ਪਰਲ ਸਿਟੀ ਵਿਚ ਗਰੀਨਰੀ	[750, 801, 884, 818]
colorbar-yellow	[1358, 2215, 1375, 2227]
exam-box-line2: ਪ੍ਰੀਖਿਆਵਾਂ ਮੁਲਤਵੀ ਹੋਣ'	[1297, 1390, 1431, 1407]
lynching-tree-photo	[1043, 741, 1218, 931]
police-text-2: ਜ਼ਿਲ੍ਹਾ ਪੁਲਿਸ ਵੱਲੋਂ ਸੜਕਾਂ 'ਤੇ ਚਲਦੀਆਂ ਜੁਗਾੜੂ ਰੇਹੜੀਆਂ ਅਤੇ ਮੋਡੀਫ਼ਾਈ ਵਾਹਨਾਂ ਵਿਰੁਧ ਵਿਸ਼ੇਸ਼ ਮੁਹਿੰਮ ਸ਼ੁਰੂ ਕੀਤੀ ਗਈ ਹੈ। ਟ੍ਰੈਫ਼ਿਕ ਪੁਲਿਸ ਨੇ ਕਿਹਾ ਕਿ ਅਜਿਹੇ ਵਾਹਨ ਹਾਦਸਿਆਂ ਦਾ ਕਾਰਨ ਬਣਦੇ ਹਨ।	[148, 1122, 275, 1185]
bus-fire-headline-line1: ਸਿੱਧਪੁਰਾ ਫਲਾਈਓਵਰ 'ਤੇ ਨਿਜੀ ਬੱਸ ਨੂੰ ਅਚਾਨਕ ਅੱਗ	[14, 725, 528, 756]
chancellor-text: ਸ਼੍ਰੋਮਣੀ ਅਕਾਲੀ ਦਲ ਦੇ ਪ੍ਰਧਾਨ ਸੁਖਬੀਰ ਸਿੰਘ ਬਾਦਲ ਪੰਜਾਬ ਯੂਨੀਵਰਸਿਟੀ ਬਚਾਉ ਮੋਰਚੇ ਦੇ ਧਰਨੇ ਵਿਚ ਪੁੱਜੇ ਅਤੇ ਵਿਦਿਆਰਥੀਆਂ ਨਾਲ ਇਕਜੁਟਤਾ ਪ੍ਰਗਟਾਈ।	[920, 1002, 1050, 1065]
college-cols	[1048, 1279, 1462, 1319]
hockey-paragraph	[14, 1368, 164, 1434]
bus-fire-photo-wrap	[173, 798, 408, 1033]
lead-col-2	[173, 411, 323, 708]
hockey-col-1	[14, 1368, 164, 1576]
print-slug: 16CHD1.qxd 11/15/2025 10:01 PM Page 1	[44, 10, 281, 21]
colorbar-magenta	[101, 2215, 118, 2227]
exam-box-dateline: ਚੰਡੀਗੜ੍ਹ, 15 ਨਵੰਬਰ (ਸਪੋਕਸਮੈਨ):	[1273, 1413, 1374, 1423]
lead-body-2: ਕੇਂਦਰ ਨੇ ਇਸ ਸਬੰਧੀ ਵਿਚ ਸਫ਼ਾਈ ਵਿਵਸਥਾ ਨੂੰ ਬਿਹਤਰ ਬਣਾਉਣ ਦੇ ਮਕਸਦ ਨਾਲ ਕਈ ਟੀਮਾਂ ਬਣਾਈਆਂ ਗਈਆਂ ਹਨ। ਇਹ ਟੀਮਾਂ ਸ਼ਹਿਰ ਦੇ ਵੱਖ-ਵੱਖ ਇਲਾਕਿਆਂ ਵਿਚ ਜਾ ਕੇ ਜਾਇਜ਼ਾ ਲੈਣਗੀਆਂ ਅਤੇ ਮੌਕੇ 'ਤੇ ਹੀ ਚਲਾਨ ਕੱਟਣਗੀਆਂ।	[173, 487, 323, 550]
police-col-2	[149, 1120, 275, 1213]
bus-fire-col-1	[14, 798, 164, 1033]
crowd-row	[567, 1147, 888, 1242]
teaser-text	[22, 243, 444, 281]
lead-body-5: ਨਗਰ ਨਿਗਮ ਚੰਡੀਗੜ੍ਹ ਨੇ ਸ਼ਹਿਰ ਵਿਚ ਖੁੱਲ੍ਹੇ ਵਿਚ ਕੂੜਾ ਸੁੱਟਣ ਵਾਲਿਆਂ ਵਿਰੁਧ ਸਖ਼ਤ ਰੁਖ਼ ਅਖ਼ਤਿਆਰ ਕਰਦਿਆਂ ਨਵੀਂ ਮੁਹਿੰਮ ਸ਼ੁਰੂ ਕੀਤੀ ਹੈ। ਇਸ ਤਹਿਤ ਮੁਹਿੰਮ ਦੇ ਦੌਰਾਨ ਅਧਿਕਾਰੀਆਂ ਵੱਲੋਂ ਬਾਕਾਇਦਾ ਤੌਰ 'ਤੇ ਰੋਜ਼ਾਨਾ ਚੈਕਿੰਗ ਕੀਤੀ ਜਾਵੇਗੀ ਅਤੇ ਜੇਕਰ ਕੋਈ ਵਿਅਕਤੀ ਖੁੱਲ੍ਹੇ ਵਿਚ ਕੂੜਾ ਸੁੱਟਦਾ ਫੜਿਆ ਗਿਆ ਤਾਂ ਉਸ ਵਿਰੁਧ ਕਾਰਵਾਈ ਕੀਤੀ ਜਾਵੇਗੀ। ਇਸ ਦੇ ਨਾਲ ਹੀ ਸੈਨੇਟਰੀ ਇੰਸਪੈਕਟਰ ਉਸੇ ਕੂੜੇ ਨੂੰ ਚੁੱਕ ਕੇ ਵਾਪਸ ਉਸ ਵਿਅਕਤੀ ਦੇ ਘਰ ਅੱਗੇ ਸੁੱਟ ਦੇਣਗੇ। ਨਿਗਮ ਅਧਿਕਾਰੀਆਂ ਨੇ ਦੱਸਿਆ ਕਿ ਜੁਰਮਾਨਾ ਵੀ ਵਸੂਲਿਆ ਜਾਵੇਗਾ ਜੋ ਕਿ 250 ਰੁਪਏ ਤੋਂ ਲੈ ਕੇ 5000 ਰੁਪਏ ਤਕ ਹੋ ਸਕਦਾ ਹੈ।	[740, 413, 899, 569]
sign-line-3: ਨਗਰ ਨਿਗਮ ਚੰਡੀਗੜ੍ਹ	[585, 497, 687, 512]
pearl-city-headline	[735, 801, 899, 856]
murder-paragraph	[920, 338, 1070, 458]
hockey-text-4: ਪੰਜਵੇਂ ਕੇਸਾਧਾਰੀ ਹਾਕੀ ਲੀਗ ਗੋਲਡ ਕੱਪ ਦੇ ਫ਼ਾਈਨਲ ਮੁਕਾਬਲੇ ਵਿਚ ਮਿਸਲ ਡੱਲੇਵਾਲੀਆ ਦੀ ਟੀਮ ਨੇ ਸ਼ਾਨਦਾਰ ਖੇਡ ਦਾ ਪ੍ਰਦਰਸ਼ਨ ਕਰਦਿਆਂ ਜਿੱਤ ਹਾਸਲ ਕੀਤੀ।	[591, 1369, 741, 1419]
phone-body	[920, 741, 1462, 931]
chancellor-dateline: ਚੰਡੀਗੜ੍ਹ, 15 ਨਵੰਬਰ (ਸਪੋਕਸਮੈਨ):	[920, 989, 1050, 999]
univ-line1: ਪੰਜਾਬ ਯੂਨੀਵਰਸਿਟੀ ਬਚਾਉ	[1250, 545, 1389, 562]
police-campaign-story	[14, 1050, 409, 1312]
colorbar-black	[771, 2215, 788, 2227]
left-column	[14, 300, 899, 1576]
phone-bullet-line1: ਯੂਨੀਵਰਸਿਟੀ ਖੇਤਰ ਫ਼ੇਜ਼-	[938, 846, 1029, 858]
colorbar-magenta	[1341, 2215, 1358, 2227]
chancellor-text-2: ਸ਼੍ਰੋਮਣੀ ਅਕਾਲੀ ਦਲ ਦੇ ਪ੍ਰਧਾਨ ਸੁਖਬੀਰ ਸਿੰਘ ਬਾਦਲ ਪੰਜਾਬ ਯੂਨੀਵਰਸਿਟੀ ਬਚਾਉ ਮੋਰਚੇ ਦੇ ਧਰਨੇ ਵਿਚ ਪੁੱਜੇ ਅਤੇ ਵਿਦਿਆਰਥੀਆਂ ਨਾਲ ਇਕਜੁਟਤਾ ਪ੍ਰਗਟਾਈ।	[1057, 989, 1187, 1052]
bus-fire-text-3: ਸਮਰਾਲਾ ਨੇੜੇ ਸਥਿਤ ਸਿੱਧਪੁਰਾ ਫਲਾਈਓਵਰ 'ਤੇ ਸਵੇਰੇ ਇਕ ਨਿਜੀ ਬੱਸ ਨੂੰ ਅਚਾਨਕ ਅੱਗ ਲੱਗ ਗਈ। ਬੱਸ ਵਿਚ ਉਸ ਸਮੇਂ ਕਰੀਬ 40 ਸਵਾਰੀਆਂ ਸਵਾਰ ਸਨ। ਡਰਾਈਵਰ ਨੇ ਸੂਝ-ਬੂਝ ਤੋਂ ਕੰਮ ਲੈਂਦਿਆਂ ਬੱਸ ਨੂੰ ਤੁਰਤ ਰੋਕ ਕੇ ਸਾਰੀਆਂ ਸਵਾਰੀਆਂ ਨੂੰ ਸੁਰੱਖਿਅਤ ਬਾਹਰ ਕੱਢ ਲਿਆ, ਜਿਸ ਨਾਲ ਵੱਡਾ ਹਾਦਸਾ ਟਲ ਗਿਆ।	[417, 799, 567, 889]
chancellor-body	[920, 987, 1462, 1067]
murder-photo-wrap	[1078, 338, 1462, 486]
exam-postpone-box	[1266, 1362, 1462, 1456]
exam-box-text: ਮੋਰਚੇ ਦੇ ਆਗੂਆਂ ਨੇ ਕਿਹਾ ਕਿ 18 ਨਵੰਬਰ ਤੋਂ ਸ਼ੁਰੂ ਹੋਣ ਵਾਲੀਆਂ ਪ੍ਰੀਖਿਆਵਾਂ ਨੂੰ ਮੁਲਤਵੀ ਕੀਤਾ ਜਾਵੇ।	[1273, 1413, 1455, 1447]
masthead-date: ਐਤਵਾਰ, 16 ਨਵੰਬਰ 2025	[44, 224, 194, 241]
nagar-kirtan-dateline: ਚੰਡੀਗੜ੍ਹ, 15 ਨਵੰਬਰ (ਸਰਵਿੰਦਰ ਸਿੰਘ):	[428, 1106, 548, 1130]
chancellor-headline	[920, 944, 1462, 982]
murder-body	[920, 338, 1462, 486]
nagar-kirtan-text: ਸ੍ਰੀ ਗੁਰੂ ਤੇਗ ਬਹਾਦਰ ਜੀ ਦੇ 350 ਸਾਲਾ ਸ਼ਹੀਦੀ ਦਿਹਾੜੇ ਨੂੰ ਸਮਰਪਤ ਨਗਰ ਕੀਰਤਨ ਸਜਾਇਆ ਗਿਆ। ਸੰਗਤਾਂ ਨੇ ਵੱਡੀ ਗਿਣਤੀ ਵਿਚ ਸ਼ਮੂਲੀਅਤ ਕੀਤੀ।	[428, 1120, 548, 1169]
teaser-line2: ਵੈਟਰਨਰੀ ਦੇ ਅੰਤਰਰਾਸ਼ਟਰੀ ਹਸਪਤਾਲ ਦਾ ਨੀਂਹ ਪੱਥਰ	[105, 262, 353, 278]
pearl-city-line2: ਉਸਾਰੀ 'ਤੇ ਅਚਾਨਕ ਡਿਗਿਆ	[743, 819, 891, 836]
blood-text: ਮਟੌਰ ਪੁਲਿਸ ਸਟੇਸ਼ਨ ਨੇ ਸੈਕਟਰ-71 ਦੇ ਸਾਹਮਣੇ ਬੂਥ ਮਾਰਕੀਟ ਵਿਚ ਸਥਿਤ ਪਾਰਕ ਵਿਚ ਮਿਲੇ ਕਤਲ ਦੇ ਮਾਮਲੇ ਦੇ ਦੋਸ਼ ਵਿਚ ਅਰਜੁਨ ਨਾਂ ਦੇ ਸ਼ਖ਼ਸ ਵਾਸੀ ਯੂ.ਪੀ. ਹਾਲ ਵਾਸੀ ਮਟੌਰ ਨੂੰ ਗ੍ਰਿਫ਼ਤਾਰ ਕਰ ਲਿਆ ਹੈ। ਇਸ ਵਿਅਕਤੀ ਉੱਤੇ ਰਾਜੂ ਨਾਂ ਦੇ ਮਜ਼ਦੂਰ ਦਾ ਕਤਲ ਕਰਨ ਦਾ ਦੋਸ਼ ਹੈ। ਰਾਜੂ ਜੋ ਸੁਲਤਾਨਪੁਰ ਯੂ.ਪੀ. ਦਾ ਰਹਿਣ ਵਾਲਾ ਸੀ, ਉਹ ਪਿਛਲੇ ਇਕ ਸਾਲ ਤੋਂ ਮਟੌਰ ਪਿੰਡ ਵਿਚ ਰਹਿ ਰਿਹਾ ਸੀ।	[920, 543, 1160, 606]
police-arrest-photo	[1078, 338, 1462, 478]
sign-line-4: ਸੈਕਟਰ 17 ਚੰਡੀਗੜ੍ਹ	[588, 517, 684, 532]
colorbar-black	[1375, 2215, 1392, 2227]
